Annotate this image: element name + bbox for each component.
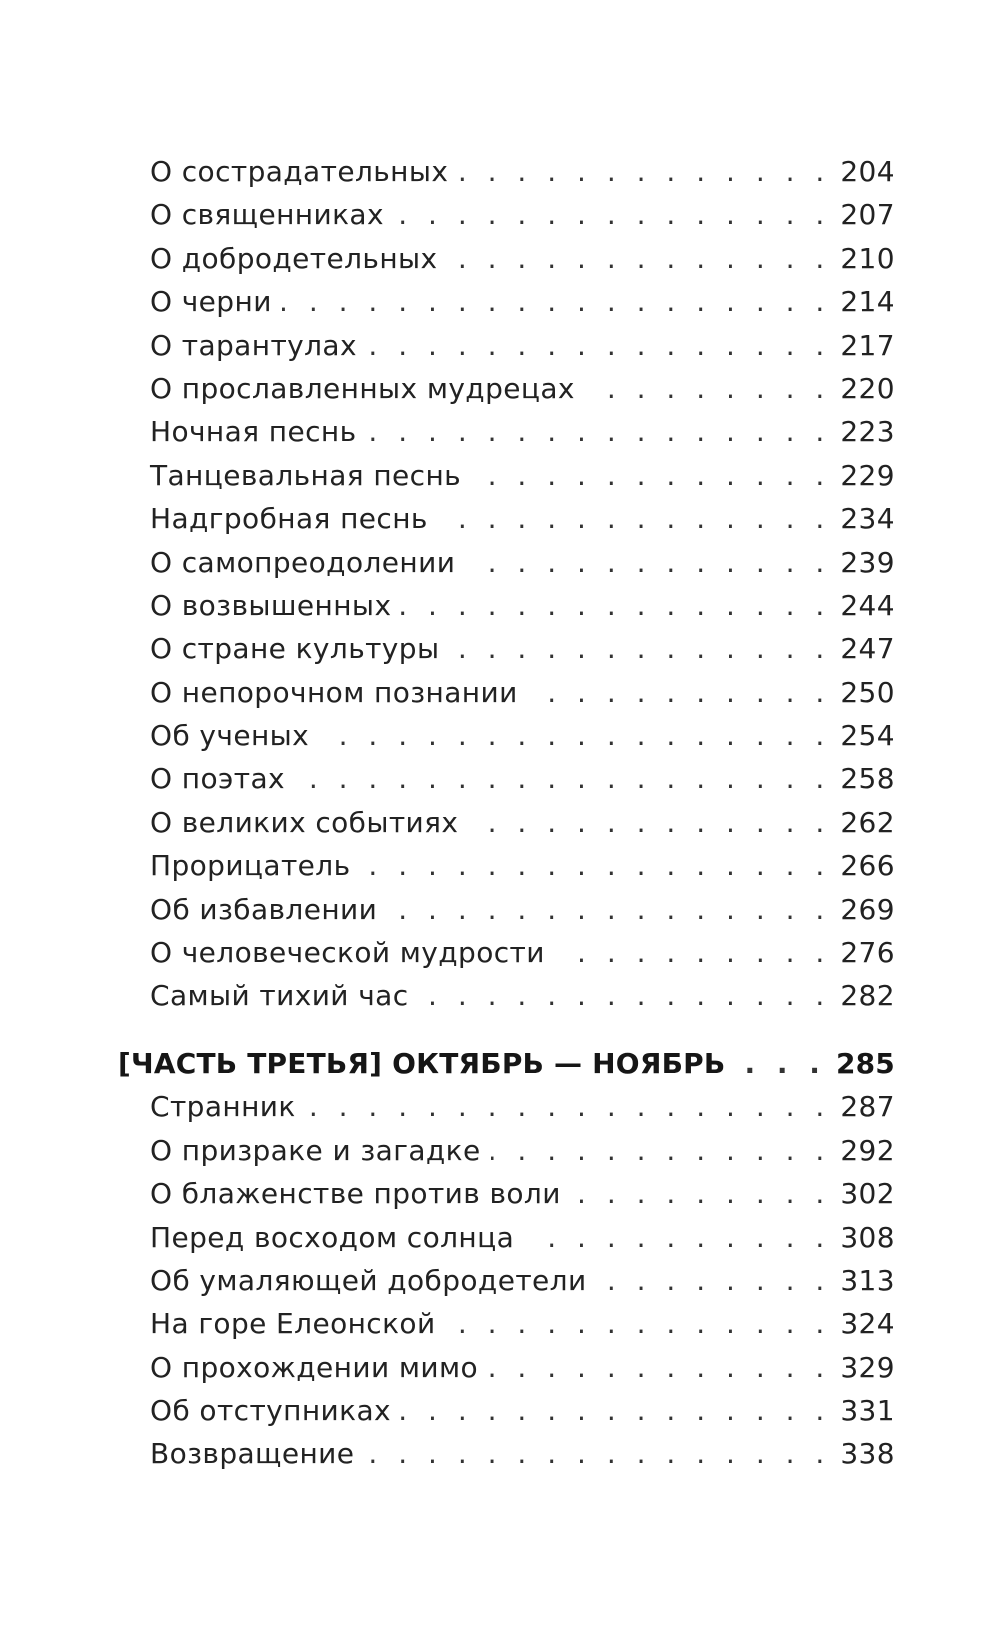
leader-dots bbox=[471, 459, 830, 493]
leader-dots bbox=[449, 632, 830, 666]
toc-entry-page: 214 bbox=[840, 285, 895, 318]
toc-entry-title: О прославленных мудрецах bbox=[150, 372, 575, 405]
leader-dots bbox=[360, 849, 830, 883]
toc-entry bbox=[150, 502, 895, 536]
toc-part-heading bbox=[118, 1047, 895, 1081]
leader-dots bbox=[419, 979, 831, 1013]
leader-dots bbox=[465, 546, 830, 580]
toc-entry-title: О черни bbox=[150, 285, 272, 318]
toc-entry bbox=[150, 546, 895, 580]
toc-entry bbox=[150, 806, 895, 840]
toc-entry-page: 266 bbox=[840, 849, 895, 882]
toc-entry-page: 292 bbox=[840, 1134, 895, 1167]
toc-entry-title: Прорицатель bbox=[150, 849, 351, 882]
toc-entry bbox=[150, 1307, 895, 1341]
toc-entry bbox=[150, 1351, 895, 1385]
toc-entry bbox=[150, 1090, 895, 1124]
leader-dots bbox=[491, 1134, 831, 1168]
toc-entry-page: 204 bbox=[840, 155, 895, 188]
toc-entry-page: 254 bbox=[840, 719, 895, 752]
leader-dots bbox=[401, 1394, 830, 1428]
leader-dots bbox=[366, 415, 830, 449]
toc-entry-title: Об избавлении bbox=[150, 893, 378, 926]
toc-entry-title: Перед восходом солнца bbox=[150, 1221, 515, 1254]
part-page: 285 bbox=[835, 1047, 895, 1080]
leader-dots bbox=[394, 198, 830, 232]
leader-dots bbox=[364, 1437, 830, 1471]
toc-entry-title: Танцевальная песнь bbox=[150, 459, 462, 492]
toc-entry-page: 324 bbox=[840, 1307, 895, 1340]
toc-entry bbox=[150, 1437, 895, 1471]
toc-entry bbox=[150, 459, 895, 493]
toc-entry bbox=[150, 719, 895, 753]
toc-entry-title: О добродетельных bbox=[150, 242, 438, 275]
toc-entry-page: 250 bbox=[840, 676, 895, 709]
toc-entry bbox=[150, 589, 895, 623]
leader-dots bbox=[468, 806, 830, 840]
toc-entry-title: Ночная песнь bbox=[150, 415, 357, 448]
leader-dots bbox=[735, 1047, 826, 1081]
toc-entry-title: О возвышенных bbox=[150, 589, 392, 622]
toc-entry bbox=[150, 329, 895, 363]
toc-entry-title: Возвращение bbox=[150, 1437, 355, 1470]
toc-entry bbox=[150, 242, 895, 276]
toc-entry-page: 210 bbox=[840, 242, 895, 275]
leader-dots bbox=[438, 502, 831, 536]
toc-entry-title: О прохождении мимо bbox=[150, 1351, 479, 1384]
toc-entry-title: О священниках bbox=[150, 198, 384, 231]
toc-entry-title: Надгробная песнь bbox=[150, 502, 428, 535]
leader-dots bbox=[524, 1221, 830, 1255]
toc-entry bbox=[150, 979, 895, 1013]
toc-entry bbox=[150, 632, 895, 666]
toc-entry-title: На горе Елеонской bbox=[150, 1307, 436, 1340]
toc-entry-page: 247 bbox=[840, 632, 895, 665]
toc-entry bbox=[150, 1394, 895, 1428]
toc-entry-title: Об отступниках bbox=[150, 1394, 391, 1427]
toc-entry bbox=[150, 285, 895, 319]
toc-entry-page: 239 bbox=[840, 546, 895, 579]
toc-entry bbox=[150, 893, 895, 927]
toc-entry-page: 258 bbox=[840, 762, 895, 795]
leader-dots bbox=[458, 155, 830, 189]
toc-entry bbox=[150, 1177, 895, 1211]
toc-entry-title: О человеческой мудрости bbox=[150, 936, 545, 969]
leader-dots bbox=[282, 285, 831, 319]
leader-dots bbox=[528, 676, 831, 710]
toc-entry-page: 308 bbox=[840, 1221, 895, 1254]
toc-entry-title: Об ученых bbox=[150, 719, 310, 752]
leader-dots bbox=[387, 893, 830, 927]
toc-entry-page: 217 bbox=[840, 329, 895, 362]
toc-entry-page: 207 bbox=[840, 198, 895, 231]
toc-entry-page: 234 bbox=[840, 502, 895, 535]
toc-entry-title: О призраке и загадке bbox=[150, 1134, 481, 1167]
toc-entry-page: 282 bbox=[840, 979, 895, 1012]
toc-entry-page: 331 bbox=[840, 1394, 895, 1427]
toc-entry-page: 269 bbox=[840, 893, 895, 926]
toc-entry bbox=[150, 372, 895, 406]
toc-entry bbox=[150, 762, 895, 796]
toc-entry bbox=[150, 1134, 895, 1168]
toc-entry bbox=[150, 415, 895, 449]
leader-dots bbox=[571, 1177, 831, 1211]
toc-entry-title: О самопреодолении bbox=[150, 546, 456, 579]
leader-dots bbox=[306, 1090, 831, 1124]
leader-dots bbox=[597, 1264, 831, 1298]
leader-dots bbox=[446, 1307, 831, 1341]
toc-entry-title: О непорочном познании bbox=[150, 676, 518, 709]
toc-entry bbox=[150, 1264, 895, 1298]
leader-dots bbox=[555, 936, 831, 970]
toc-entry-title: Странник bbox=[150, 1090, 296, 1123]
toc-entry-page: 329 bbox=[840, 1351, 895, 1384]
toc-entry-page: 338 bbox=[840, 1437, 895, 1470]
leader-dots bbox=[401, 589, 830, 623]
toc-entry-title: О тарантулах bbox=[150, 329, 357, 362]
toc-entry-title: О великих событиях bbox=[150, 806, 459, 839]
leader-dots bbox=[488, 1351, 830, 1385]
toc-entry bbox=[150, 155, 895, 189]
toc-entry-page: 220 bbox=[840, 372, 895, 405]
toc-entry-page: 223 bbox=[840, 415, 895, 448]
toc-entry-page: 313 bbox=[840, 1264, 895, 1297]
toc-entry-title: О блаженстве против воли bbox=[150, 1177, 561, 1210]
toc-entry-page: 276 bbox=[840, 936, 895, 969]
part-title: [ЧАСТЬ ТРЕТЬЯ] ОКТЯБРЬ — НОЯБРЬ bbox=[118, 1047, 726, 1080]
toc-entry bbox=[150, 936, 895, 970]
toc-entry-title: О поэтах bbox=[150, 762, 285, 795]
leader-dots bbox=[448, 242, 831, 276]
toc-entry bbox=[150, 1221, 895, 1255]
toc-entry-page: 302 bbox=[840, 1177, 895, 1210]
toc-entry-page: 262 bbox=[840, 806, 895, 839]
leader-dots bbox=[295, 762, 830, 796]
toc-entry bbox=[150, 198, 895, 232]
toc-entry-page: 229 bbox=[840, 459, 895, 492]
toc-entry-title: О стране культуры bbox=[150, 632, 440, 665]
toc-entry-title: Самый тихий час bbox=[150, 979, 409, 1012]
toc-entry-title: О сострадательных bbox=[150, 155, 449, 188]
toc-entry bbox=[150, 849, 895, 883]
leader-dots bbox=[367, 329, 830, 363]
toc-entry-page: 244 bbox=[840, 589, 895, 622]
toc-entry-title: Об умаляющей добродетели bbox=[150, 1264, 587, 1297]
leader-dots bbox=[319, 719, 830, 753]
leader-dots bbox=[585, 372, 830, 406]
toc-entry bbox=[150, 676, 895, 710]
toc-entry-page: 287 bbox=[840, 1090, 895, 1123]
